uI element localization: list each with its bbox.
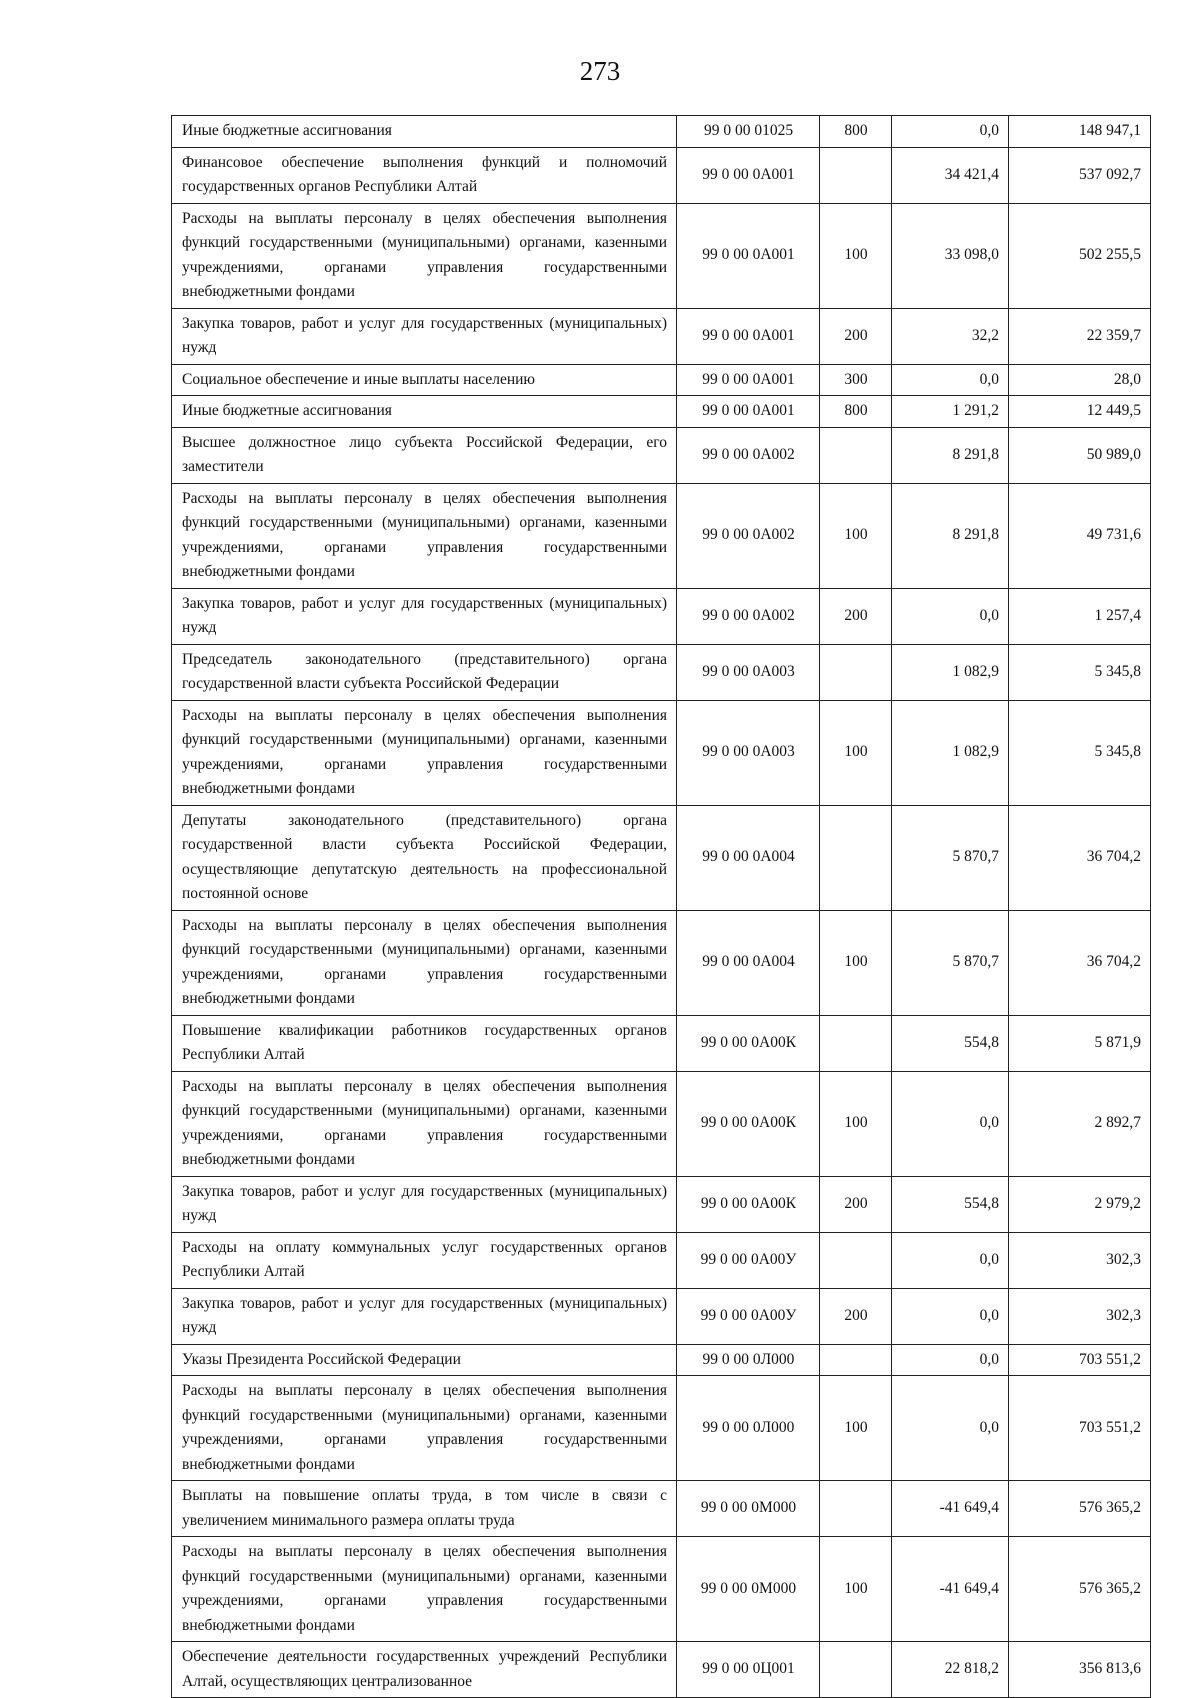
row-amount-2: 302,3 <box>1009 1288 1151 1344</box>
row-name: Расходы на выплаты персоналу в целях обеспечения выполнения функций государственными (муниципальными) органами, казенными учреждениями, органами управления государственными внебюджетными фондами <box>172 910 677 1015</box>
row-expense-kind: 100 <box>820 910 892 1015</box>
row-amount-1: 554,8 <box>892 1176 1009 1232</box>
row-expense-kind <box>820 427 892 483</box>
table-row <box>172 1481 1151 1537</box>
table-row <box>172 1288 1151 1344</box>
table-row <box>172 427 1151 483</box>
row-expense-kind: 200 <box>820 308 892 364</box>
row-code: 99 0 00 0А00У <box>677 1232 820 1288</box>
row-amount-1: 0,0 <box>892 1232 1009 1288</box>
row-name: Иные бюджетные ассигнования <box>172 396 677 428</box>
table-row <box>172 1232 1151 1288</box>
row-expense-kind <box>820 1481 892 1537</box>
row-expense-kind: 200 <box>820 588 892 644</box>
row-name: Закупка товаров, работ и услуг для государственных (муниципальных) нужд <box>172 1176 677 1232</box>
row-amount-1: 8 291,8 <box>892 427 1009 483</box>
budget-table-body <box>172 116 1151 1698</box>
table-row <box>172 364 1151 396</box>
row-name: Депутаты законодательного (представительного) органа государственной власти субъекта Российской Федерации, осуществляющие депутатскую деятельность на профессиональной постоянной основе <box>172 805 677 910</box>
row-amount-2: 356 813,6 <box>1009 1642 1151 1698</box>
page-number: 273 <box>579 56 621 86</box>
row-amount-2: 28,0 <box>1009 364 1151 396</box>
table-row <box>172 116 1151 148</box>
row-expense-kind: 300 <box>820 364 892 396</box>
row-name: Расходы на выплаты персоналу в целях обеспечения выполнения функций государственными (муниципальными) органами, казенными учреждениями, органами управления государственными внебюджетными фондами <box>172 1071 677 1176</box>
row-amount-2: 49 731,6 <box>1009 483 1151 588</box>
row-expense-kind: 100 <box>820 700 892 805</box>
row-amount-2: 302,3 <box>1009 1232 1151 1288</box>
row-name: Указы Президента Российской Федерации <box>172 1344 677 1376</box>
row-amount-1: 5 870,7 <box>892 805 1009 910</box>
row-code: 99 0 00 0А002 <box>677 483 820 588</box>
row-code: 99 0 00 0А00К <box>677 1071 820 1176</box>
row-name: Закупка товаров, работ и услуг для государственных (муниципальных) нужд <box>172 308 677 364</box>
row-amount-1: 22 818,2 <box>892 1642 1009 1698</box>
row-amount-1: 1 082,9 <box>892 644 1009 700</box>
row-name: Расходы на выплаты персоналу в целях обеспечения выполнения функций государственными (муниципальными) органами, казенными учреждениями, органами управления государственными внебюджетными фондами <box>172 1376 677 1481</box>
budget-table <box>171 115 1151 1698</box>
row-amount-2: 5 345,8 <box>1009 644 1151 700</box>
row-amount-2: 2 892,7 <box>1009 1071 1151 1176</box>
row-name: Председатель законодательного (представительного) органа государственной власти субъекта Российской Федерации <box>172 644 677 700</box>
row-amount-1: 34 421,4 <box>892 147 1009 203</box>
row-name: Иные бюджетные ассигнования <box>172 116 677 148</box>
row-amount-2: 703 551,2 <box>1009 1376 1151 1481</box>
row-code: 99 0 00 0А001 <box>677 308 820 364</box>
row-expense-kind: 800 <box>820 116 892 148</box>
row-name: Расходы на выплаты персоналу в целях обеспечения выполнения функций государственными (муниципальными) органами, казенными учреждениями, органами управления государственными внебюджетными фондами <box>172 1537 677 1642</box>
table-row <box>172 805 1151 910</box>
row-code: 99 0 00 0А001 <box>677 203 820 308</box>
row-name: Выплаты на повышение оплаты труда, в том числе в связи с увеличением минимального размера оплаты труда <box>172 1481 677 1537</box>
row-code: 99 0 00 0Л000 <box>677 1344 820 1376</box>
row-expense-kind <box>820 1015 892 1071</box>
row-expense-kind: 100 <box>820 1376 892 1481</box>
row-code: 99 0 00 0А001 <box>677 147 820 203</box>
row-amount-2: 502 255,5 <box>1009 203 1151 308</box>
row-expense-kind: 200 <box>820 1288 892 1344</box>
row-code: 99 0 00 0А00У <box>677 1288 820 1344</box>
row-amount-2: 1 257,4 <box>1009 588 1151 644</box>
row-expense-kind <box>820 1642 892 1698</box>
row-name: Расходы на оплату коммунальных услуг государственных органов Республики Алтай <box>172 1232 677 1288</box>
row-amount-2: 50 989,0 <box>1009 427 1151 483</box>
row-amount-2: 22 359,7 <box>1009 308 1151 364</box>
row-code: 99 0 00 0А001 <box>677 396 820 428</box>
row-expense-kind: 100 <box>820 203 892 308</box>
row-expense-kind <box>820 805 892 910</box>
row-amount-1: -41 649,4 <box>892 1481 1009 1537</box>
row-amount-2: 36 704,2 <box>1009 805 1151 910</box>
row-amount-1: 0,0 <box>892 1288 1009 1344</box>
row-amount-2: 12 449,5 <box>1009 396 1151 428</box>
row-code: 99 0 00 01025 <box>677 116 820 148</box>
table-row <box>172 396 1151 428</box>
row-amount-2: 2 979,2 <box>1009 1176 1151 1232</box>
row-amount-1: 0,0 <box>892 364 1009 396</box>
table-row <box>172 588 1151 644</box>
row-expense-kind: 100 <box>820 483 892 588</box>
table-row <box>172 1537 1151 1642</box>
row-code: 99 0 00 0А00К <box>677 1015 820 1071</box>
row-amount-1: 8 291,8 <box>892 483 1009 588</box>
row-amount-1: 1 082,9 <box>892 700 1009 805</box>
row-code: 99 0 00 0А002 <box>677 588 820 644</box>
row-expense-kind <box>820 147 892 203</box>
row-amount-2: 537 092,7 <box>1009 147 1151 203</box>
row-amount-1: 1 291,2 <box>892 396 1009 428</box>
row-amount-2: 5 345,8 <box>1009 700 1151 805</box>
row-name: Закупка товаров, работ и услуг для государственных (муниципальных) нужд <box>172 1288 677 1344</box>
row-amount-2: 36 704,2 <box>1009 910 1151 1015</box>
row-code: 99 0 00 0А00К <box>677 1176 820 1232</box>
row-code: 99 0 00 0Ц001 <box>677 1642 820 1698</box>
table-row <box>172 1015 1151 1071</box>
row-amount-2: 148 947,1 <box>1009 116 1151 148</box>
row-amount-2: 576 365,2 <box>1009 1481 1151 1537</box>
row-name: Высшее должностное лицо субъекта Российской Федерации, его заместители <box>172 427 677 483</box>
row-name: Расходы на выплаты персоналу в целях обеспечения выполнения функций государственными (муниципальными) органами, казенными учреждениями, органами управления государственными внебюджетными фондами <box>172 700 677 805</box>
row-code: 99 0 00 0М000 <box>677 1481 820 1537</box>
row-code: 99 0 00 0А001 <box>677 364 820 396</box>
row-name: Социальное обеспечение и иные выплаты населению <box>172 364 677 396</box>
row-amount-2: 703 551,2 <box>1009 1344 1151 1376</box>
table-row <box>172 1642 1151 1698</box>
row-code: 99 0 00 0А002 <box>677 427 820 483</box>
row-amount-1: 0,0 <box>892 588 1009 644</box>
row-code: 99 0 00 0А004 <box>677 910 820 1015</box>
table-row <box>172 203 1151 308</box>
table-row <box>172 1071 1151 1176</box>
row-expense-kind: 100 <box>820 1071 892 1176</box>
table-row <box>172 483 1151 588</box>
row-amount-1: 0,0 <box>892 1071 1009 1176</box>
table-row <box>172 308 1151 364</box>
table-row <box>172 1176 1151 1232</box>
table-row <box>172 644 1151 700</box>
row-amount-1: -41 649,4 <box>892 1537 1009 1642</box>
row-amount-1: 5 870,7 <box>892 910 1009 1015</box>
row-amount-2: 576 365,2 <box>1009 1537 1151 1642</box>
row-expense-kind <box>820 1232 892 1288</box>
row-name: Обеспечение деятельности государственных учреждений Республики Алтай, осуществляющих централизованное <box>172 1642 677 1698</box>
table-row <box>172 1376 1151 1481</box>
row-amount-1: 554,8 <box>892 1015 1009 1071</box>
row-name: Повышение квалификации работников государственных органов Республики Алтай <box>172 1015 677 1071</box>
row-name: Финансовое обеспечение выполнения функций и полномочий государственных органов Республики Алтай <box>172 147 677 203</box>
row-amount-1: 0,0 <box>892 1344 1009 1376</box>
row-name: Закупка товаров, работ и услуг для государственных (муниципальных) нужд <box>172 588 677 644</box>
row-amount-2: 5 871,9 <box>1009 1015 1151 1071</box>
row-expense-kind: 200 <box>820 1176 892 1232</box>
row-code: 99 0 00 0А003 <box>677 644 820 700</box>
row-code: 99 0 00 0А004 <box>677 805 820 910</box>
row-code: 99 0 00 0Л000 <box>677 1376 820 1481</box>
row-amount-1: 32,2 <box>892 308 1009 364</box>
table-row <box>172 1344 1151 1376</box>
row-expense-kind <box>820 644 892 700</box>
row-code: 99 0 00 0М000 <box>677 1537 820 1642</box>
table-row <box>172 700 1151 805</box>
row-amount-1: 0,0 <box>892 116 1009 148</box>
table-row <box>172 910 1151 1015</box>
row-expense-kind: 100 <box>820 1537 892 1642</box>
row-amount-1: 33 098,0 <box>892 203 1009 308</box>
row-code: 99 0 00 0А003 <box>677 700 820 805</box>
row-name: Расходы на выплаты персоналу в целях обеспечения выполнения функций государственными (муниципальными) органами, казенными учреждениями, органами управления государственными внебюджетными фондами <box>172 483 677 588</box>
row-name: Расходы на выплаты персоналу в целях обеспечения выполнения функций государственными (муниципальными) органами, казенными учреждениями, органами управления государственными внебюджетными фондами <box>172 203 677 308</box>
row-expense-kind: 800 <box>820 396 892 428</box>
row-amount-1: 0,0 <box>892 1376 1009 1481</box>
row-expense-kind <box>820 1344 892 1376</box>
table-row <box>172 147 1151 203</box>
